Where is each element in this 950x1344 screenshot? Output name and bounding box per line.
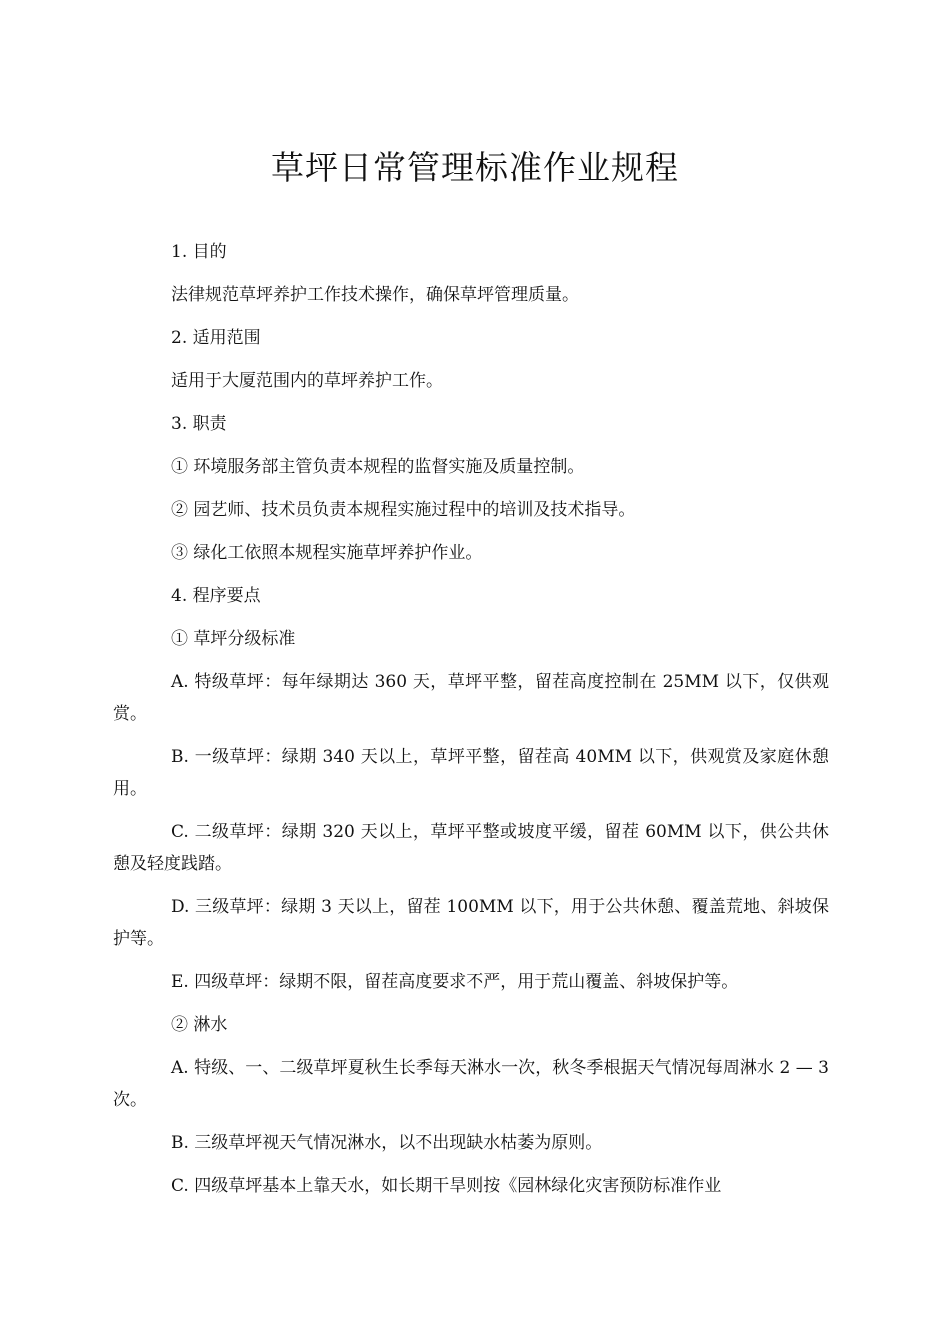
document-title: 草坪日常管理标准作业规程 <box>271 148 679 187</box>
subsection-heading-grading: ① 草坪分级标准 <box>171 629 296 649</box>
subsection-heading-watering: ② 淋水 <box>171 1015 228 1035</box>
grading-item: B. 一级草坪：绿期 340 天以上，草坪平整，留茬高 40MM 以下，供观赏及家庭休憩用。 <box>113 747 829 799</box>
section-heading-responsibility: 3. 职责 <box>171 414 227 434</box>
grading-item: E. 四级草坪：绿期不限，留茬高度要求不严，用于荒山覆盖、斜坡保护等。 <box>171 972 739 992</box>
section-heading-purpose: 1. 目的 <box>171 242 227 262</box>
responsibility-item: ② 园艺师、技术员负责本规程实施过程中的培训及技术指导。 <box>171 500 636 520</box>
responsibility-item: ① 环境服务部主管负责本规程的监督实施及质量控制。 <box>171 457 585 477</box>
watering-item: B. 三级草坪视天气情况淋水，以不出现缺水枯萎为原则。 <box>171 1133 603 1153</box>
paragraph-scope: 适用于大厦范围内的草坪养护工作。 <box>171 371 443 391</box>
responsibility-item: ③ 绿化工依照本规程实施草坪养护作业。 <box>171 543 483 563</box>
document-body <box>113 236 829 1202</box>
grading-item: A. 特级草坪：每年绿期达 360 天，草坪平整，留茬高度控制在 25MM 以下，仅供观赏。 <box>113 672 829 724</box>
section-heading-procedure: 4. 程序要点 <box>171 586 261 606</box>
paragraph-purpose: 法律规范草坪养护工作技术操作，确保草坪管理质量。 <box>171 285 579 305</box>
watering-item: C. 四级草坪基本上靠天水，如长期干旱则按《园林绿化灾害预防标准作业 <box>171 1176 722 1196</box>
watering-item: A. 特级、一、二级草坪夏秋生长季每天淋水一次，秋冬季根据天气情况每周淋水 2 — 3 次。 <box>113 1058 829 1110</box>
section-heading-scope: 2. 适用范围 <box>171 328 261 348</box>
grading-item: D. 三级草坪：绿期 3 天以上，留茬 100MM 以下，用于公共休憩、覆盖荒地、斜坡保护等。 <box>113 897 829 949</box>
grading-item: C. 二级草坪：绿期 320 天以上，草坪平整或坡度平缓，留茬 60MM 以下，供公共休憩及轻度践踏。 <box>113 822 829 874</box>
